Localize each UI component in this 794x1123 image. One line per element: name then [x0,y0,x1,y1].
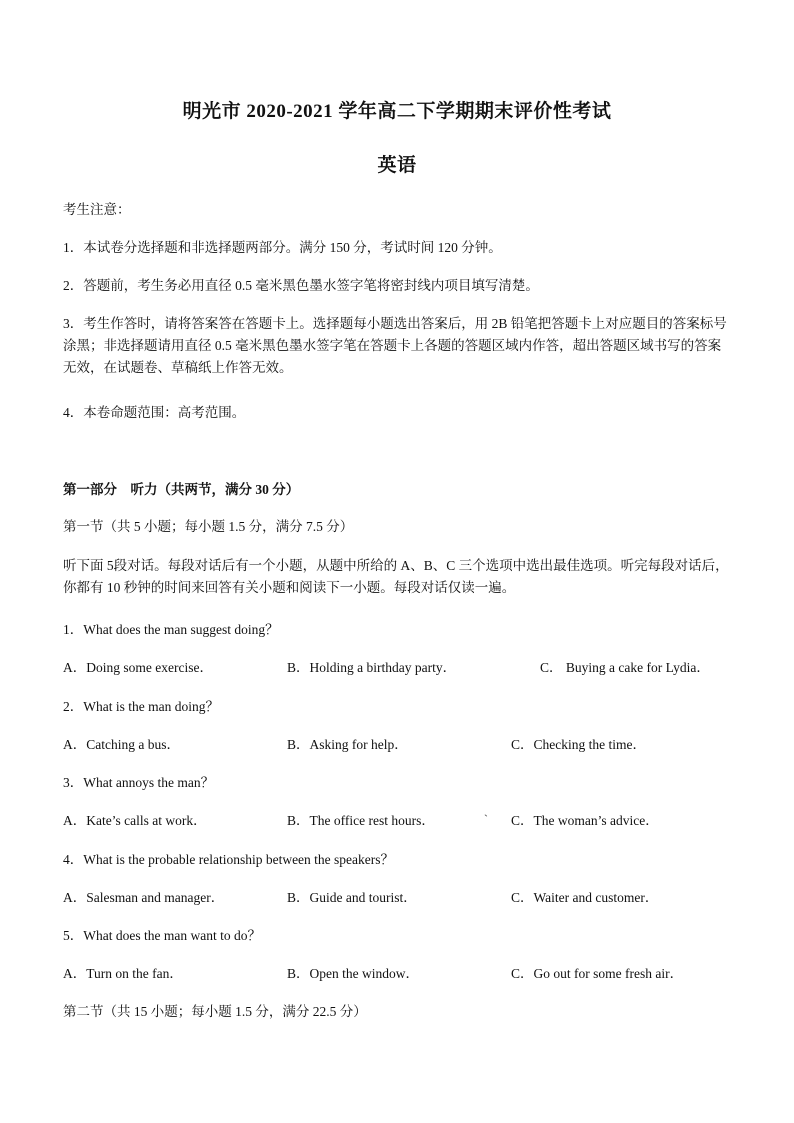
section2-heading: 第二节（共 15 小题；每小题 1.5 分，满分 22.5 分） [63,1004,367,1019]
question-3-option-a: A．Kate’s calls at work． [63,813,207,828]
notice-item-4: 4．本卷命题范围：高考范围。 [63,405,246,420]
question-2-option-c: C．Checking the time． [511,737,646,752]
notice-item-1: 1．本试卷分选择题和非选择题两部分。满分 150 分，考试时间 120 分钟。 [63,240,502,255]
stray-mark: ` [484,812,488,826]
question-1-option-b: B．Holding a birthday party． [287,660,457,675]
question-5: 5．What does the man want to do？ [63,928,261,943]
question-4-option-a: A．Salesman and manager． [63,890,225,905]
question-5-option-a: A．Turn on the fan． [63,966,183,981]
question-3-option-b: B．The office rest hours． [287,813,435,828]
question-2-option-b: B．Asking for help． [287,737,408,752]
question-4-option-b: B．Guide and tourist． [287,890,417,905]
section1-heading: 第一节（共 5 小题；每小题 1.5 分，满分 7.5 分） [63,519,354,534]
exam-subject: 英语 [377,155,417,176]
question-2: 2．What is the man doing？ [63,699,219,714]
question-5-option-c: C．Go out for some fresh air． [511,966,684,981]
notice-heading: 考生注意： [63,202,131,217]
section1-instructions: 听下面 5段对话。每段对话后有一个小题，从题中所给的 A、B、C 三个选项中选出最佳选项。听完每段对话后，你都有 10 秒钟的时间来回答有关小题和阅读下一小题。每段对话仅读一遍。 [63,558,729,595]
question-1-option-a: A．Doing some exercise． [63,660,213,675]
part1-heading: 第一部分 听力（共两节，满分 30 分） [63,482,300,497]
question-1-option-c: C． Buying a cake for Lydia． [540,660,710,675]
question-3: 3．What annoys the man？ [63,775,215,790]
question-4-option-c: C．Waiter and customer． [511,890,659,905]
notice-item-2: 2．答题前，考生务必用直径 0.5 毫米黑色墨水签字笔将密封线内项目填写清楚。 [63,278,539,293]
exam-title: 明光市 2020-2021 学年高二下学期期末评价性考试 [182,101,612,122]
question-4: 4．What is the probable relationship between the speakers？ [63,852,395,867]
question-3-option-c: C．The woman’s advice． [511,813,659,828]
question-5-option-b: B．Open the window． [287,966,419,981]
question-1: 1．What does the man suggest doing？ [63,622,279,637]
notice-item-3: 3．考生作答时，请将答案答在答题卡上。选择题每小题选出答案后，用 2B 铅笔把答题卡上对应题目的答案标号涂黑；非选择题请用直径 0.5 毫米黑色墨水签字笔在答题卡上各题的答题区域内作答，超出答题区域书写的答案无效，在试题卷、草稿纸上作答无效。 [63,316,727,375]
question-2-option-a: A．Catching a bus． [63,737,180,752]
